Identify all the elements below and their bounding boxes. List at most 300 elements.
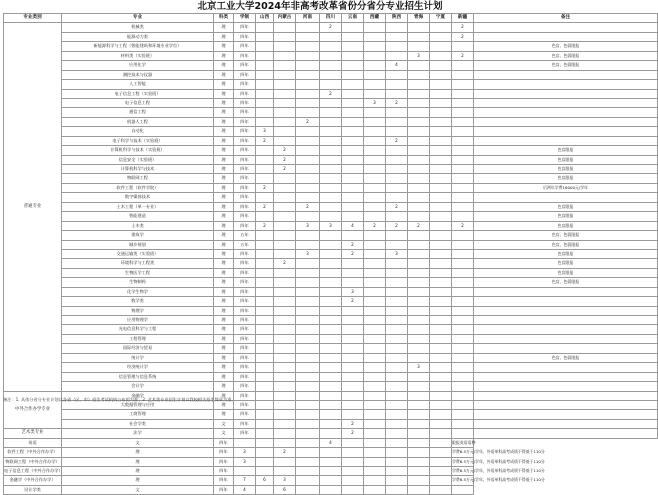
quota-cell-qinghai (408, 23, 430, 32)
major-name-cell: 通信工程 (62, 108, 214, 117)
quota-cell-xizang (364, 268, 386, 277)
subject-type-cell: 理 (214, 287, 234, 296)
remarks-cell: 色盲限报 (474, 212, 658, 221)
quota-cell-sichuan (320, 353, 342, 362)
quota-cell-xizang (364, 382, 386, 391)
enrollment-plan-table (3, 13, 658, 495)
quota-cell-qinghai (408, 410, 430, 419)
quota-cell-qinghai (386, 476, 408, 485)
remarks-cell: 色盲限报 (474, 202, 658, 211)
quota-cell-yunnan: 2 (342, 297, 364, 306)
quota-cell-xinjiang (430, 467, 452, 476)
quota-cell-neimenggu (274, 240, 296, 249)
major-name-cell: 金融学 (62, 391, 214, 400)
quota-cell-shanxi (256, 231, 274, 240)
duration-cell: 四年 (234, 382, 256, 391)
quota-cell-sichuan (320, 231, 342, 240)
quota-cell-sichuan (320, 297, 342, 306)
duration-cell: 四年 (234, 400, 256, 409)
remarks-cell: 色盲、色弱限报 (474, 51, 658, 60)
quota-cell-xizang: 3 (364, 98, 386, 107)
quota-cell-ningxia (430, 410, 452, 419)
remarks-cell: 后两年学费16000元/学年 (474, 183, 658, 192)
quota-cell-sichuan (320, 51, 342, 60)
quota-cell-qinghai (408, 259, 430, 268)
quota-cell-sichuan (320, 70, 342, 79)
quota-cell-sichuan (320, 165, 342, 174)
table-row (4, 372, 658, 381)
quota-cell-shaanxi (386, 183, 408, 192)
quota-cell-yunnan (342, 136, 364, 145)
quota-cell-xizang (364, 155, 386, 164)
remarks-cell (474, 325, 658, 334)
quota-cell-xinjiang (452, 183, 474, 192)
duration-cell: 四年 (234, 146, 256, 155)
quota-cell-qinghai (408, 61, 430, 70)
subject-type-cell: 理 (214, 316, 234, 325)
quota-cell-xinjiang (452, 108, 474, 117)
duration-cell: 四年 (234, 344, 256, 353)
quota-cell-yunnan (342, 127, 364, 136)
quota-cell-shaanxi (386, 382, 408, 391)
quota-cell-qinghai (408, 316, 430, 325)
subject-type-cell: 理 (214, 259, 234, 268)
major-name-cell: 信息安全（实验班） (62, 155, 214, 164)
subject-type-cell: 理 (214, 146, 234, 155)
quota-cell-qinghai (408, 344, 430, 353)
quota-cell-qinghai (408, 212, 430, 221)
quota-cell-qinghai (408, 325, 430, 334)
table-row (4, 457, 658, 466)
duration-cell: 四年 (234, 136, 256, 145)
table-row (4, 61, 658, 70)
quota-cell-shanxi (256, 278, 274, 287)
table-row (4, 325, 658, 334)
quota-cell-shanxi (256, 353, 274, 362)
table-row (4, 183, 658, 192)
quota-cell-yunnan (342, 32, 364, 41)
quota-cell-yunnan: 2 (342, 419, 364, 428)
quota-cell-xizang (364, 212, 386, 221)
quota-cell-sichuan (320, 202, 342, 211)
table-row (4, 344, 658, 353)
quota-cell-xinjiang (452, 61, 474, 70)
major-name-cell: 测控技术与仪器 (62, 70, 214, 79)
subject-type-cell: 理 (214, 382, 234, 391)
quota-cell-yunnan (342, 316, 364, 325)
quota-cell-shaanxi (386, 155, 408, 164)
quota-cell-neimenggu (274, 51, 296, 60)
table-row (4, 70, 658, 79)
subject-type-cell: 理 (214, 165, 234, 174)
quota-cell-shanxi (256, 146, 274, 155)
quota-cell-qinghai (408, 117, 430, 126)
duration-cell: 四年 (234, 287, 256, 296)
major-name-cell: 数学类 (62, 297, 214, 306)
quota-cell-ningxia (430, 212, 452, 221)
subject-type-cell: 文 (62, 438, 214, 447)
quota-cell-xizang (364, 419, 386, 428)
quota-cell-xizang (364, 193, 386, 202)
table-row (4, 249, 658, 258)
quota-cell-shanxi (256, 249, 274, 258)
table-row (4, 155, 658, 164)
table-row (4, 467, 658, 476)
quota-cell-shanxi: 2 (256, 221, 274, 230)
quota-cell-yunnan (320, 485, 342, 494)
quota-cell-xizang (364, 23, 386, 32)
quota-cell-shanxi: 3 (234, 448, 256, 457)
table-row (4, 42, 658, 51)
quota-cell-xizang (364, 70, 386, 79)
quota-cell-ningxia (430, 316, 452, 325)
subject-type-cell: 理 (214, 89, 234, 98)
table-row (4, 419, 658, 428)
quota-cell-xizang (364, 202, 386, 211)
quota-cell-neimenggu (274, 23, 296, 32)
major-name-cell: 新能源科学与工程（智能建筑和环境专业学位） (62, 42, 214, 51)
remarks-cell (474, 429, 658, 438)
major-name-cell: 电子信息工程 (62, 98, 214, 107)
quota-cell-sichuan (320, 363, 342, 372)
quota-cell-shaanxi (364, 476, 386, 485)
quota-cell-henan (296, 155, 320, 164)
quota-cell-qinghai (408, 193, 430, 202)
table-row (4, 51, 658, 60)
document-title: 北京工业大学2024年非高考改革省份分省分专业招生计划 (197, 1, 443, 12)
major-name-cell: 自动化 (62, 127, 214, 136)
quota-cell-xinjiang (452, 155, 474, 164)
quota-cell-qinghai (408, 80, 430, 89)
quota-cell-xinjiang (452, 382, 474, 391)
table-row (4, 287, 658, 296)
quota-cell-sichuan (320, 278, 342, 287)
quota-cell-qinghai (386, 438, 408, 447)
quota-cell-shaanxi (386, 419, 408, 428)
quota-cell-yunnan: 3 (342, 287, 364, 296)
quota-cell-qinghai (408, 268, 430, 277)
quota-cell-henan: 2 (274, 448, 296, 457)
major-name-cell: 经济统计学 (62, 363, 214, 372)
remarks-cell (474, 136, 658, 145)
quota-cell-sichuan (320, 42, 342, 51)
major-name-cell: 信息管理与信息系统 (62, 372, 214, 381)
quota-cell-xinjiang (452, 98, 474, 107)
remarks-cell: 色盲限报 (474, 174, 658, 183)
major-name-cell: 材料类（实验班） (62, 51, 214, 60)
duration-cell: 四年 (214, 457, 234, 466)
quota-cell-ningxia (430, 278, 452, 287)
remarks-cell (474, 80, 658, 89)
remarks-cell (474, 363, 658, 372)
table-row (4, 334, 658, 343)
quota-cell-ningxia (430, 363, 452, 372)
subject-type-cell: 理 (214, 221, 234, 230)
quota-cell-shaanxi (386, 32, 408, 41)
quota-cell-xizang (364, 32, 386, 41)
quota-cell-sichuan (320, 155, 342, 164)
quota-cell-neimenggu (274, 212, 296, 221)
quota-cell-sichuan (320, 174, 342, 183)
quota-cell-yunnan (342, 231, 364, 240)
remarks-cell: 色盲、色弱限报 (474, 278, 658, 287)
quota-cell-neimenggu (274, 32, 296, 41)
quota-cell-ningxia (430, 183, 452, 192)
subject-type-cell: 理 (214, 372, 234, 381)
quota-cell-shanxi: 3 (256, 127, 274, 136)
quota-cell-xizang (364, 287, 386, 296)
quota-cell-neimenggu (274, 363, 296, 372)
quota-cell-shaanxi: 2 (386, 202, 408, 211)
subject-type-cell: 文 (214, 419, 234, 428)
table-row (4, 98, 658, 107)
quota-cell-ningxia (430, 287, 452, 296)
subject-type-cell: 理 (214, 334, 234, 343)
duration-cell: 四年 (214, 485, 234, 494)
quota-cell-yunnan (342, 146, 364, 155)
quota-cell-qinghai (408, 98, 430, 107)
quota-cell-sichuan (320, 61, 342, 70)
subject-type-cell: 理 (214, 23, 234, 32)
duration-cell: 四年 (234, 391, 256, 400)
quota-cell-shanxi (256, 80, 274, 89)
quota-cell-yunnan (342, 212, 364, 221)
quota-cell-shanxi (256, 268, 274, 277)
quota-cell-neimenggu (256, 448, 274, 457)
quota-cell-sichuan (296, 467, 320, 476)
quota-cell-shanxi (256, 51, 274, 60)
quota-cell-xinjiang (452, 344, 474, 353)
quota-cell-henan (274, 457, 296, 466)
remarks-cell: 色盲限报 (474, 249, 658, 258)
quota-cell-qinghai (408, 306, 430, 315)
quota-cell-henan (296, 23, 320, 32)
duration-cell: 四年 (234, 127, 256, 136)
quota-cell-neimenggu (274, 268, 296, 277)
quota-cell-shanxi (256, 287, 274, 296)
quota-cell-qinghai (386, 457, 408, 466)
remarks-cell: 色盲、色弱限报 (474, 42, 658, 51)
quota-cell-qinghai (408, 429, 430, 438)
major-name-cell: 能源动力类 (62, 32, 214, 41)
quota-cell-ningxia (430, 419, 452, 428)
quota-cell-sichuan (320, 306, 342, 315)
quota-cell-shaanxi (386, 89, 408, 98)
quota-cell-neimenggu: 2 (274, 146, 296, 155)
quota-cell-xizang (364, 278, 386, 287)
quota-cell-xizang (364, 363, 386, 372)
quota-cell-xinjiang (452, 429, 474, 438)
quota-cell-shaanxi: 2 (386, 98, 408, 107)
remarks-cell (474, 70, 658, 79)
major-name-cell: 英语 (4, 438, 62, 447)
quota-cell-ningxia (408, 476, 430, 485)
quota-cell-ningxia (430, 80, 452, 89)
column-header-major: 专业 (62, 14, 214, 23)
quota-cell-xinjiang (452, 165, 474, 174)
subject-type-cell: 理 (214, 353, 234, 362)
column-header-shaanxi: 陕西 (386, 14, 408, 23)
quota-cell-neimenggu (274, 325, 296, 334)
major-name-cell: 人工智能 (62, 80, 214, 89)
quota-cell-shaanxi (386, 70, 408, 79)
table-row (4, 353, 658, 362)
quota-cell-xizang (364, 325, 386, 334)
quota-cell-xinjiang (452, 278, 474, 287)
quota-cell-yunnan: 4 (320, 438, 342, 447)
quota-cell-xizang (364, 429, 386, 438)
quota-cell-shaanxi (386, 372, 408, 381)
table-row (4, 80, 658, 89)
quota-cell-qinghai (408, 32, 430, 41)
quota-cell-yunnan (342, 372, 364, 381)
quota-cell-xizang (342, 476, 364, 485)
quota-cell-qinghai (408, 165, 430, 174)
quota-cell-sichuan (320, 127, 342, 136)
remarks-cell (474, 306, 658, 315)
major-name-cell: 土木类 (62, 221, 214, 230)
quota-cell-ningxia (408, 467, 430, 476)
quota-cell-shaanxi (364, 467, 386, 476)
major-name-cell: 智能建造 (62, 212, 214, 221)
quota-cell-henan (296, 297, 320, 306)
duration-cell: 四年 (234, 202, 256, 211)
quota-cell-henan (296, 42, 320, 51)
quota-cell-sichuan (320, 419, 342, 428)
quota-cell-henan (296, 231, 320, 240)
quota-cell-shaanxi (386, 429, 408, 438)
quota-cell-yunnan (342, 155, 364, 164)
quota-cell-ningxia (430, 42, 452, 51)
quota-cell-henan (296, 98, 320, 107)
quota-cell-xizang (342, 485, 364, 494)
quota-cell-sichuan (296, 438, 320, 447)
table-row (4, 108, 658, 117)
quota-cell-xizang (364, 183, 386, 192)
quota-cell-ningxia (430, 268, 452, 277)
quota-cell-xizang (364, 136, 386, 145)
subject-type-cell: 理 (214, 231, 234, 240)
quota-cell-yunnan (342, 353, 364, 362)
quota-cell-qinghai (408, 202, 430, 211)
quota-cell-shanxi (256, 259, 274, 268)
quota-cell-xinjiang (452, 174, 474, 183)
quota-cell-xizang: 2 (364, 221, 386, 230)
quota-cell-yunnan (342, 174, 364, 183)
quota-cell-xizang (342, 448, 364, 457)
subject-type-cell: 理 (214, 325, 234, 334)
quota-cell-shanxi (256, 212, 274, 221)
quota-cell-qinghai (408, 240, 430, 249)
quota-cell-henan (296, 429, 320, 438)
quota-cell-qinghai (408, 89, 430, 98)
quota-cell-ningxia (430, 240, 452, 249)
quota-cell-neimenggu: 6 (256, 476, 274, 485)
quota-cell-ningxia (430, 353, 452, 362)
major-name-cell: 电子信息工程（中外合作办学） (4, 467, 62, 476)
quota-cell-qinghai: 3 (408, 51, 430, 60)
quota-cell-sichuan (320, 32, 342, 41)
duration-cell: 四年 (234, 325, 256, 334)
subject-type-cell: 文 (214, 429, 234, 438)
remarks-cell (474, 117, 658, 126)
quota-cell-henan (296, 61, 320, 70)
subject-type-cell: 理 (214, 363, 234, 372)
quota-cell-yunnan (320, 476, 342, 485)
quota-cell-xinjiang (452, 297, 474, 306)
column-header-qinghai: 青海 (408, 14, 430, 23)
quota-cell-henan: 6 (274, 485, 296, 494)
quota-cell-sichuan (320, 136, 342, 145)
table-row (4, 306, 658, 315)
table-row (4, 221, 658, 230)
table-row (4, 297, 658, 306)
quota-cell-shanxi (256, 155, 274, 164)
column-header-yunnan: 云南 (342, 14, 364, 23)
quota-cell-neimenggu (274, 353, 296, 362)
remarks-cell: 色盲限报 (474, 165, 658, 174)
table-row (4, 193, 658, 202)
duration-cell: 四年 (234, 80, 256, 89)
quota-cell-shanxi (256, 363, 274, 372)
quota-cell-yunnan (342, 42, 364, 51)
quota-cell-ningxia (430, 429, 452, 438)
quota-cell-shanxi (256, 108, 274, 117)
quota-cell-henan (274, 438, 296, 447)
quota-cell-xinjiang (452, 334, 474, 343)
table-row (4, 89, 658, 98)
quota-cell-shaanxi (364, 485, 386, 494)
column-header-xizang: 西藏 (364, 14, 386, 23)
quota-cell-sichuan (320, 344, 342, 353)
quota-cell-ningxia (430, 98, 452, 107)
subject-type-cell: 理 (214, 183, 234, 192)
quota-cell-yunnan (342, 410, 364, 419)
column-header-neimenggu: 内蒙古 (274, 14, 296, 23)
duration-cell: 四年 (234, 89, 256, 98)
quota-cell-shanxi (256, 306, 274, 315)
quota-cell-shaanxi (364, 448, 386, 457)
quota-cell-sichuan (320, 80, 342, 89)
quota-cell-yunnan (342, 268, 364, 277)
quota-cell-xinjiang (452, 231, 474, 240)
column-header-remarks: 备注 (474, 14, 658, 23)
quota-cell-sichuan (296, 457, 320, 466)
quota-cell-qinghai (408, 287, 430, 296)
quota-cell-henan (296, 382, 320, 391)
quota-cell-neimenggu (274, 372, 296, 381)
quota-cell-sichuan (320, 429, 342, 438)
quota-cell-yunnan (342, 278, 364, 287)
subject-type-cell: 理 (214, 268, 234, 277)
quota-cell-qinghai (408, 297, 430, 306)
quota-cell-ningxia (430, 127, 452, 136)
quota-cell-ningxia (430, 61, 452, 70)
quota-cell-xizang (342, 438, 364, 447)
quota-cell-sichuan (320, 212, 342, 221)
quota-cell-neimenggu (274, 117, 296, 126)
quota-cell-ningxia (430, 306, 452, 315)
remarks-cell: 限报英语语种 (452, 438, 474, 447)
quota-cell-sichuan (320, 372, 342, 381)
quota-cell-xinjiang (452, 316, 474, 325)
table-row (4, 448, 658, 457)
quota-cell-qinghai (408, 249, 430, 258)
quota-cell-henan: 3 (296, 221, 320, 230)
quota-cell-sichuan (320, 240, 342, 249)
quota-cell-henan (296, 70, 320, 79)
subject-type-cell: 理 (62, 467, 214, 476)
